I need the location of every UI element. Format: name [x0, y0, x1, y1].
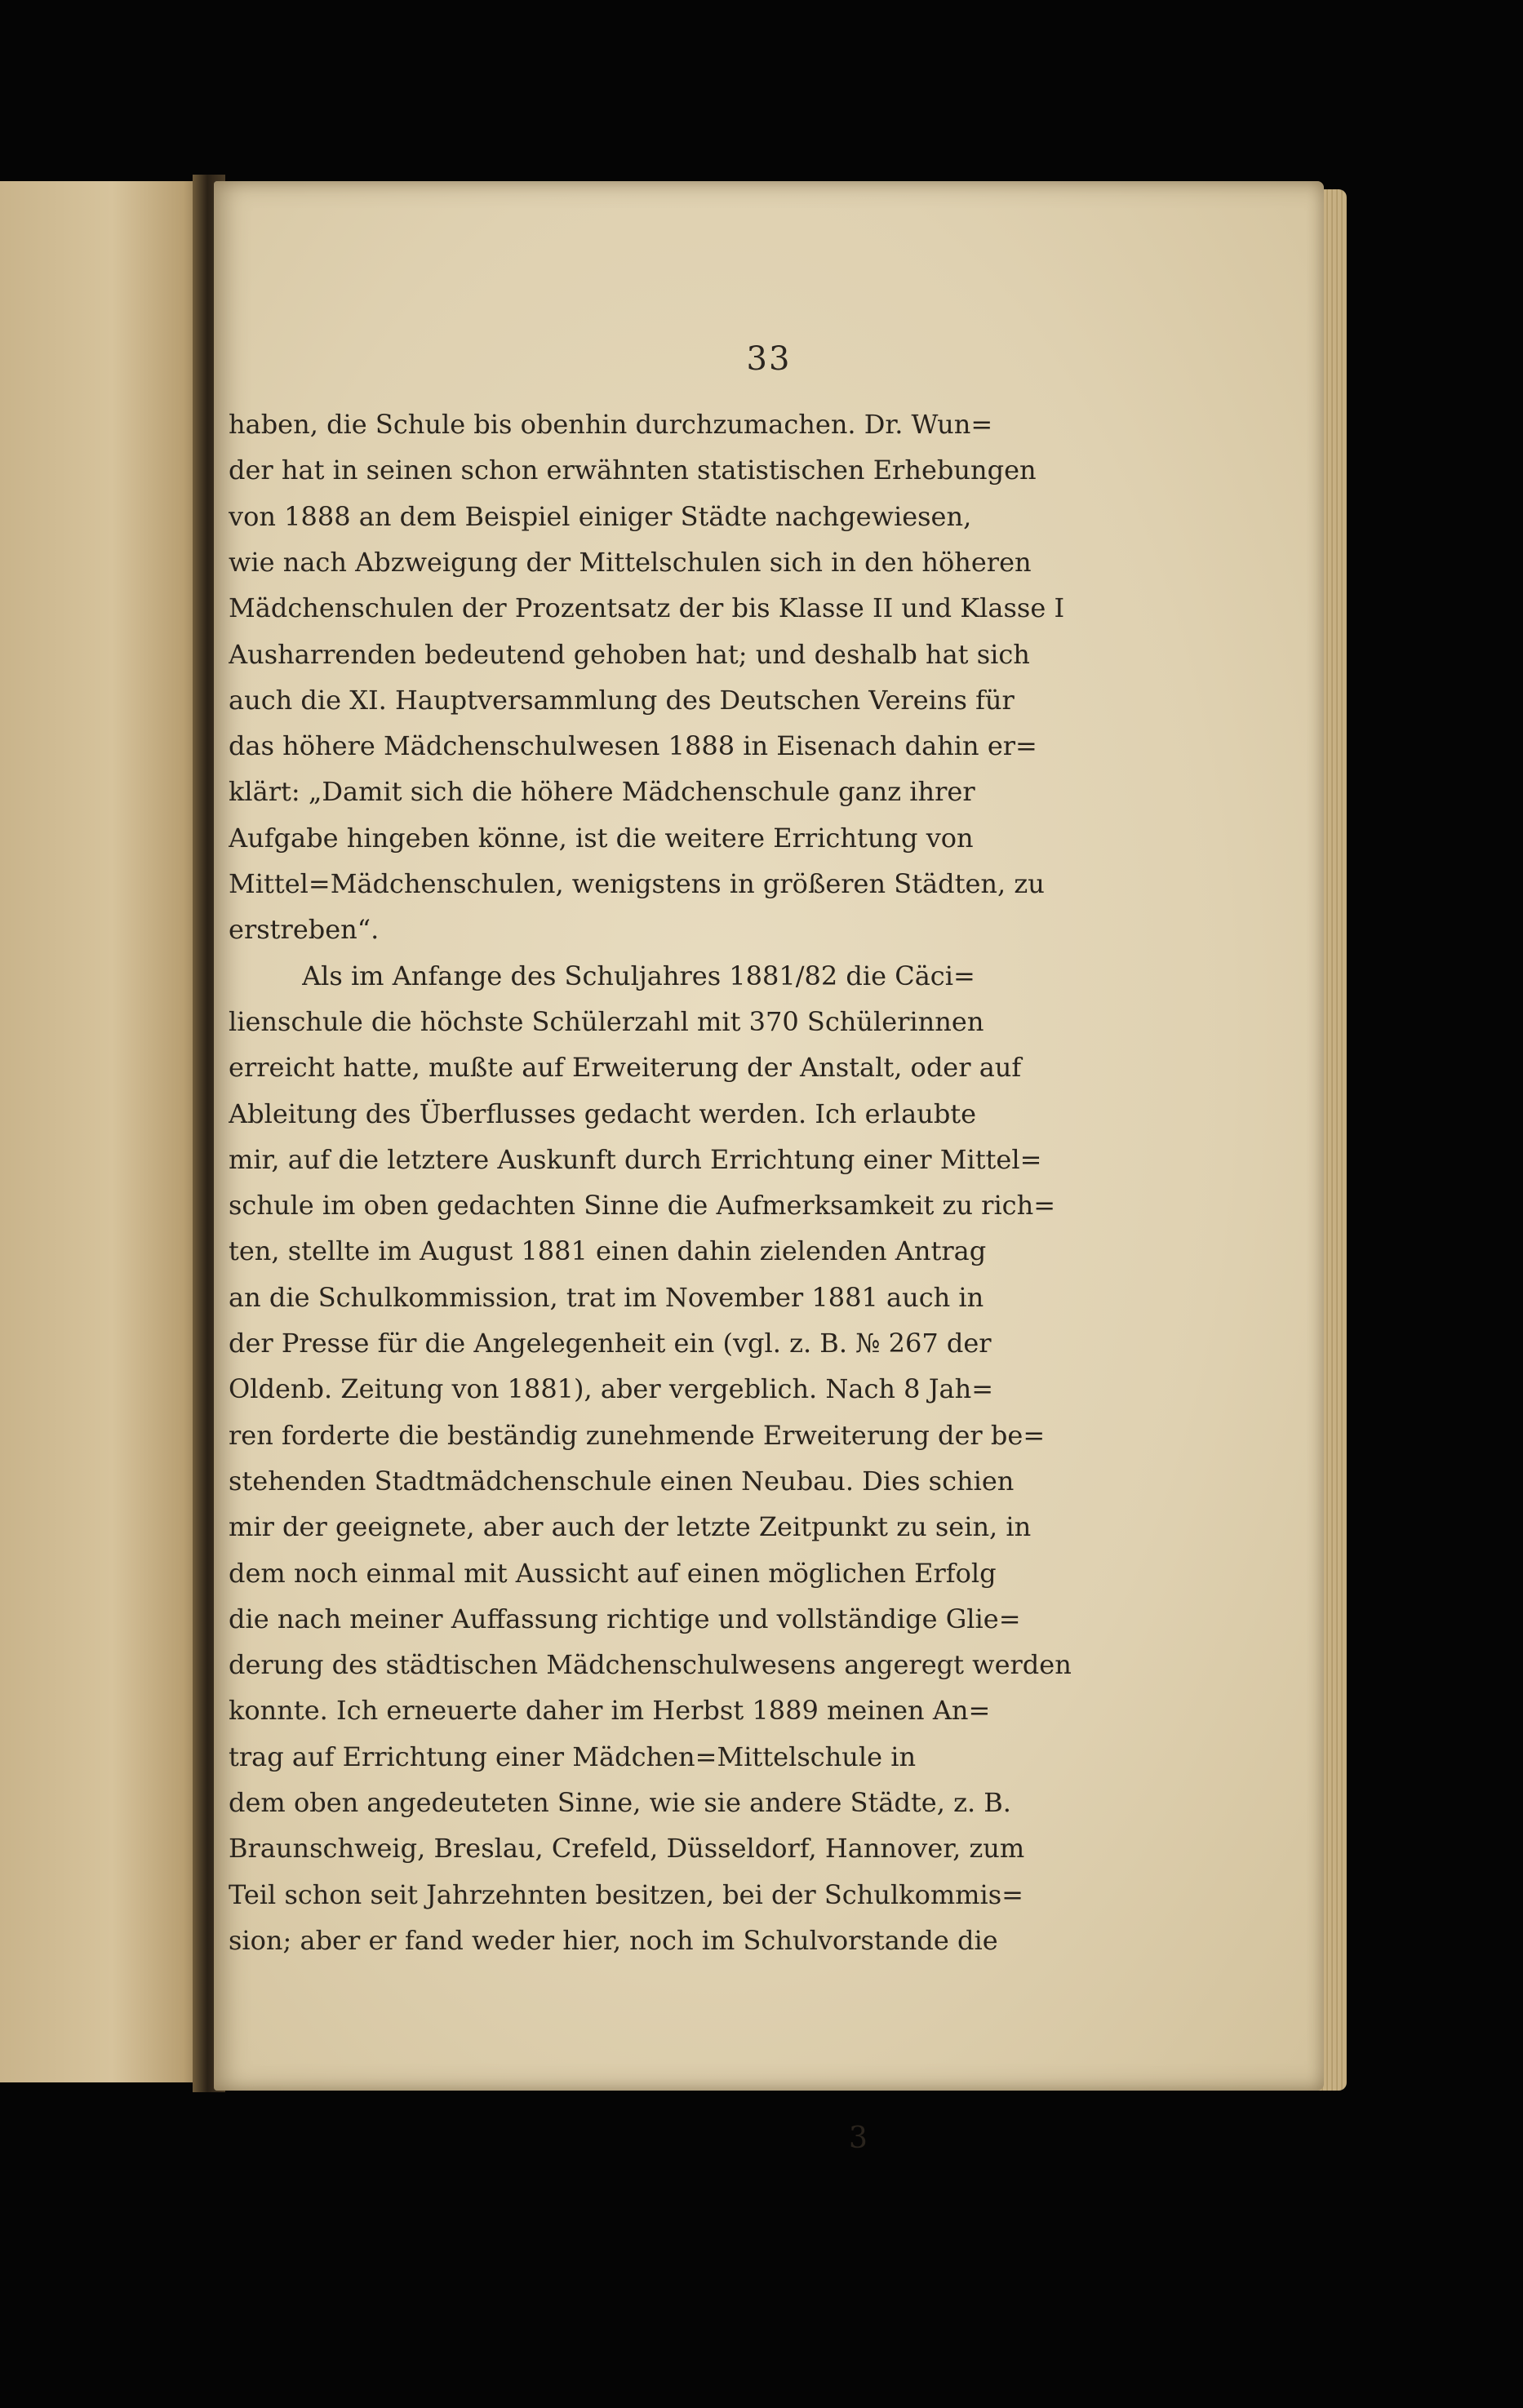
text-line: mir der geeignete, aber auch der letzte Zeitpunkt zu sein, in — [229, 1511, 1032, 1543]
left-page-edge — [0, 181, 204, 2082]
text-line: Oldenb. Zeitung von 1881), aber vergeblich. Nach 8 Jah= — [229, 1373, 994, 1405]
text-line: derung des städtischen Mädchenschulwesens angeregt werden — [229, 1649, 1072, 1681]
text-line: die nach meiner Auffassung richtige und vollständige Glie= — [229, 1603, 1021, 1634]
text-line: erstreben“. — [229, 914, 380, 946]
text-line: ren forderte die beständig zunehmende Erweiterung der be= — [229, 1419, 1046, 1451]
text-line: sion; aber er fand weder hier, noch im Schulvorstande die — [229, 1924, 998, 1956]
text-line: dem oben angedeuteten Sinne, wie sie andere Städte, z. B. — [229, 1787, 1011, 1818]
text-line: klärt: „Damit sich die höhere Mädchenschule ganz ihrer — [229, 776, 975, 808]
text-line: mir, auf die letztere Auskunft durch Errichtung einer Mittel= — [229, 1143, 1042, 1175]
text-line: der Presse für die Angelegenheit ein (vgl. z. B. № 267 der — [229, 1328, 992, 1359]
text-line: schule im oben gedachten Sinne die Aufmerksamkeit zu rich= — [229, 1190, 1056, 1222]
text-line: Ausharrenden bedeutend gehoben hat; und deshalb hat sich — [229, 638, 1030, 670]
text-line: lienschule die höchste Schülerzahl mit 370 Schülerinnen — [229, 1005, 984, 1037]
text-line: das höhere Mädchenschulwesen 1888 in Eisenach dahin er= — [229, 730, 1037, 762]
body-text — [214, 181, 1324, 2091]
text-line: wie nach Abzweigung der Mittelschulen sich in den höheren — [229, 546, 1032, 578]
text-line: erreicht hatte, mußte auf Erweiterung der Anstalt, oder auf — [229, 1052, 1022, 1084]
text-line: der hat in seinen schon erwähnten statistischen Erhebungen — [229, 455, 1037, 486]
page-number: 33 — [746, 340, 792, 378]
signature-mark: 3 — [849, 2122, 868, 2155]
text-line: Teil schon seit Jahrzehnten besitzen, bei der Schulkommis= — [229, 1878, 1023, 1910]
text-line: Als im Anfange des Schuljahres 1881/82 die Cäci= — [302, 960, 975, 991]
text-line: stehenden Stadtmädchenschule einen Neubau. Dies schien — [229, 1465, 1015, 1497]
text-line: Mädchenschulen der Prozentsatz der bis Klasse II und Klasse I — [229, 592, 1065, 624]
text-line: von 1888 an dem Beispiel einiger Städte nachgewiesen, — [229, 500, 972, 532]
text-line: an die Schulkommission, trat im November 1881 auch in — [229, 1281, 984, 1313]
text-line: Aufgabe hingeben könne, ist die weitere Errichtung von — [229, 822, 974, 854]
text-line: haben, die Schule bis obenhin durchzumachen. Dr. Wun= — [229, 409, 993, 440]
text-line: dem noch einmal mit Aussicht auf einen möglichen Erfolg — [229, 1557, 997, 1589]
text-line: auch die XI. Hauptversammlung des Deutschen Vereins für — [229, 684, 1015, 716]
text-line: Mittel=Mädchenschulen, wenigstens in größeren Städten, zu — [229, 868, 1045, 899]
book-page — [214, 181, 1324, 2091]
text-line: ten, stellte im August 1881 einen dahin zielenden Antrag — [229, 1235, 987, 1267]
text-line: Braunschweig, Breslau, Crefeld, Düsseldorf, Hannover, zum — [229, 1833, 1025, 1865]
text-line: Ableitung des Überflusses gedacht werden. Ich erlaubte — [229, 1098, 977, 1129]
text-line: konnte. Ich erneuerte daher im Herbst 1889 meinen An= — [229, 1695, 991, 1727]
text-line: trag auf Errichtung einer Mädchen=Mittelschule in — [229, 1741, 917, 1772]
